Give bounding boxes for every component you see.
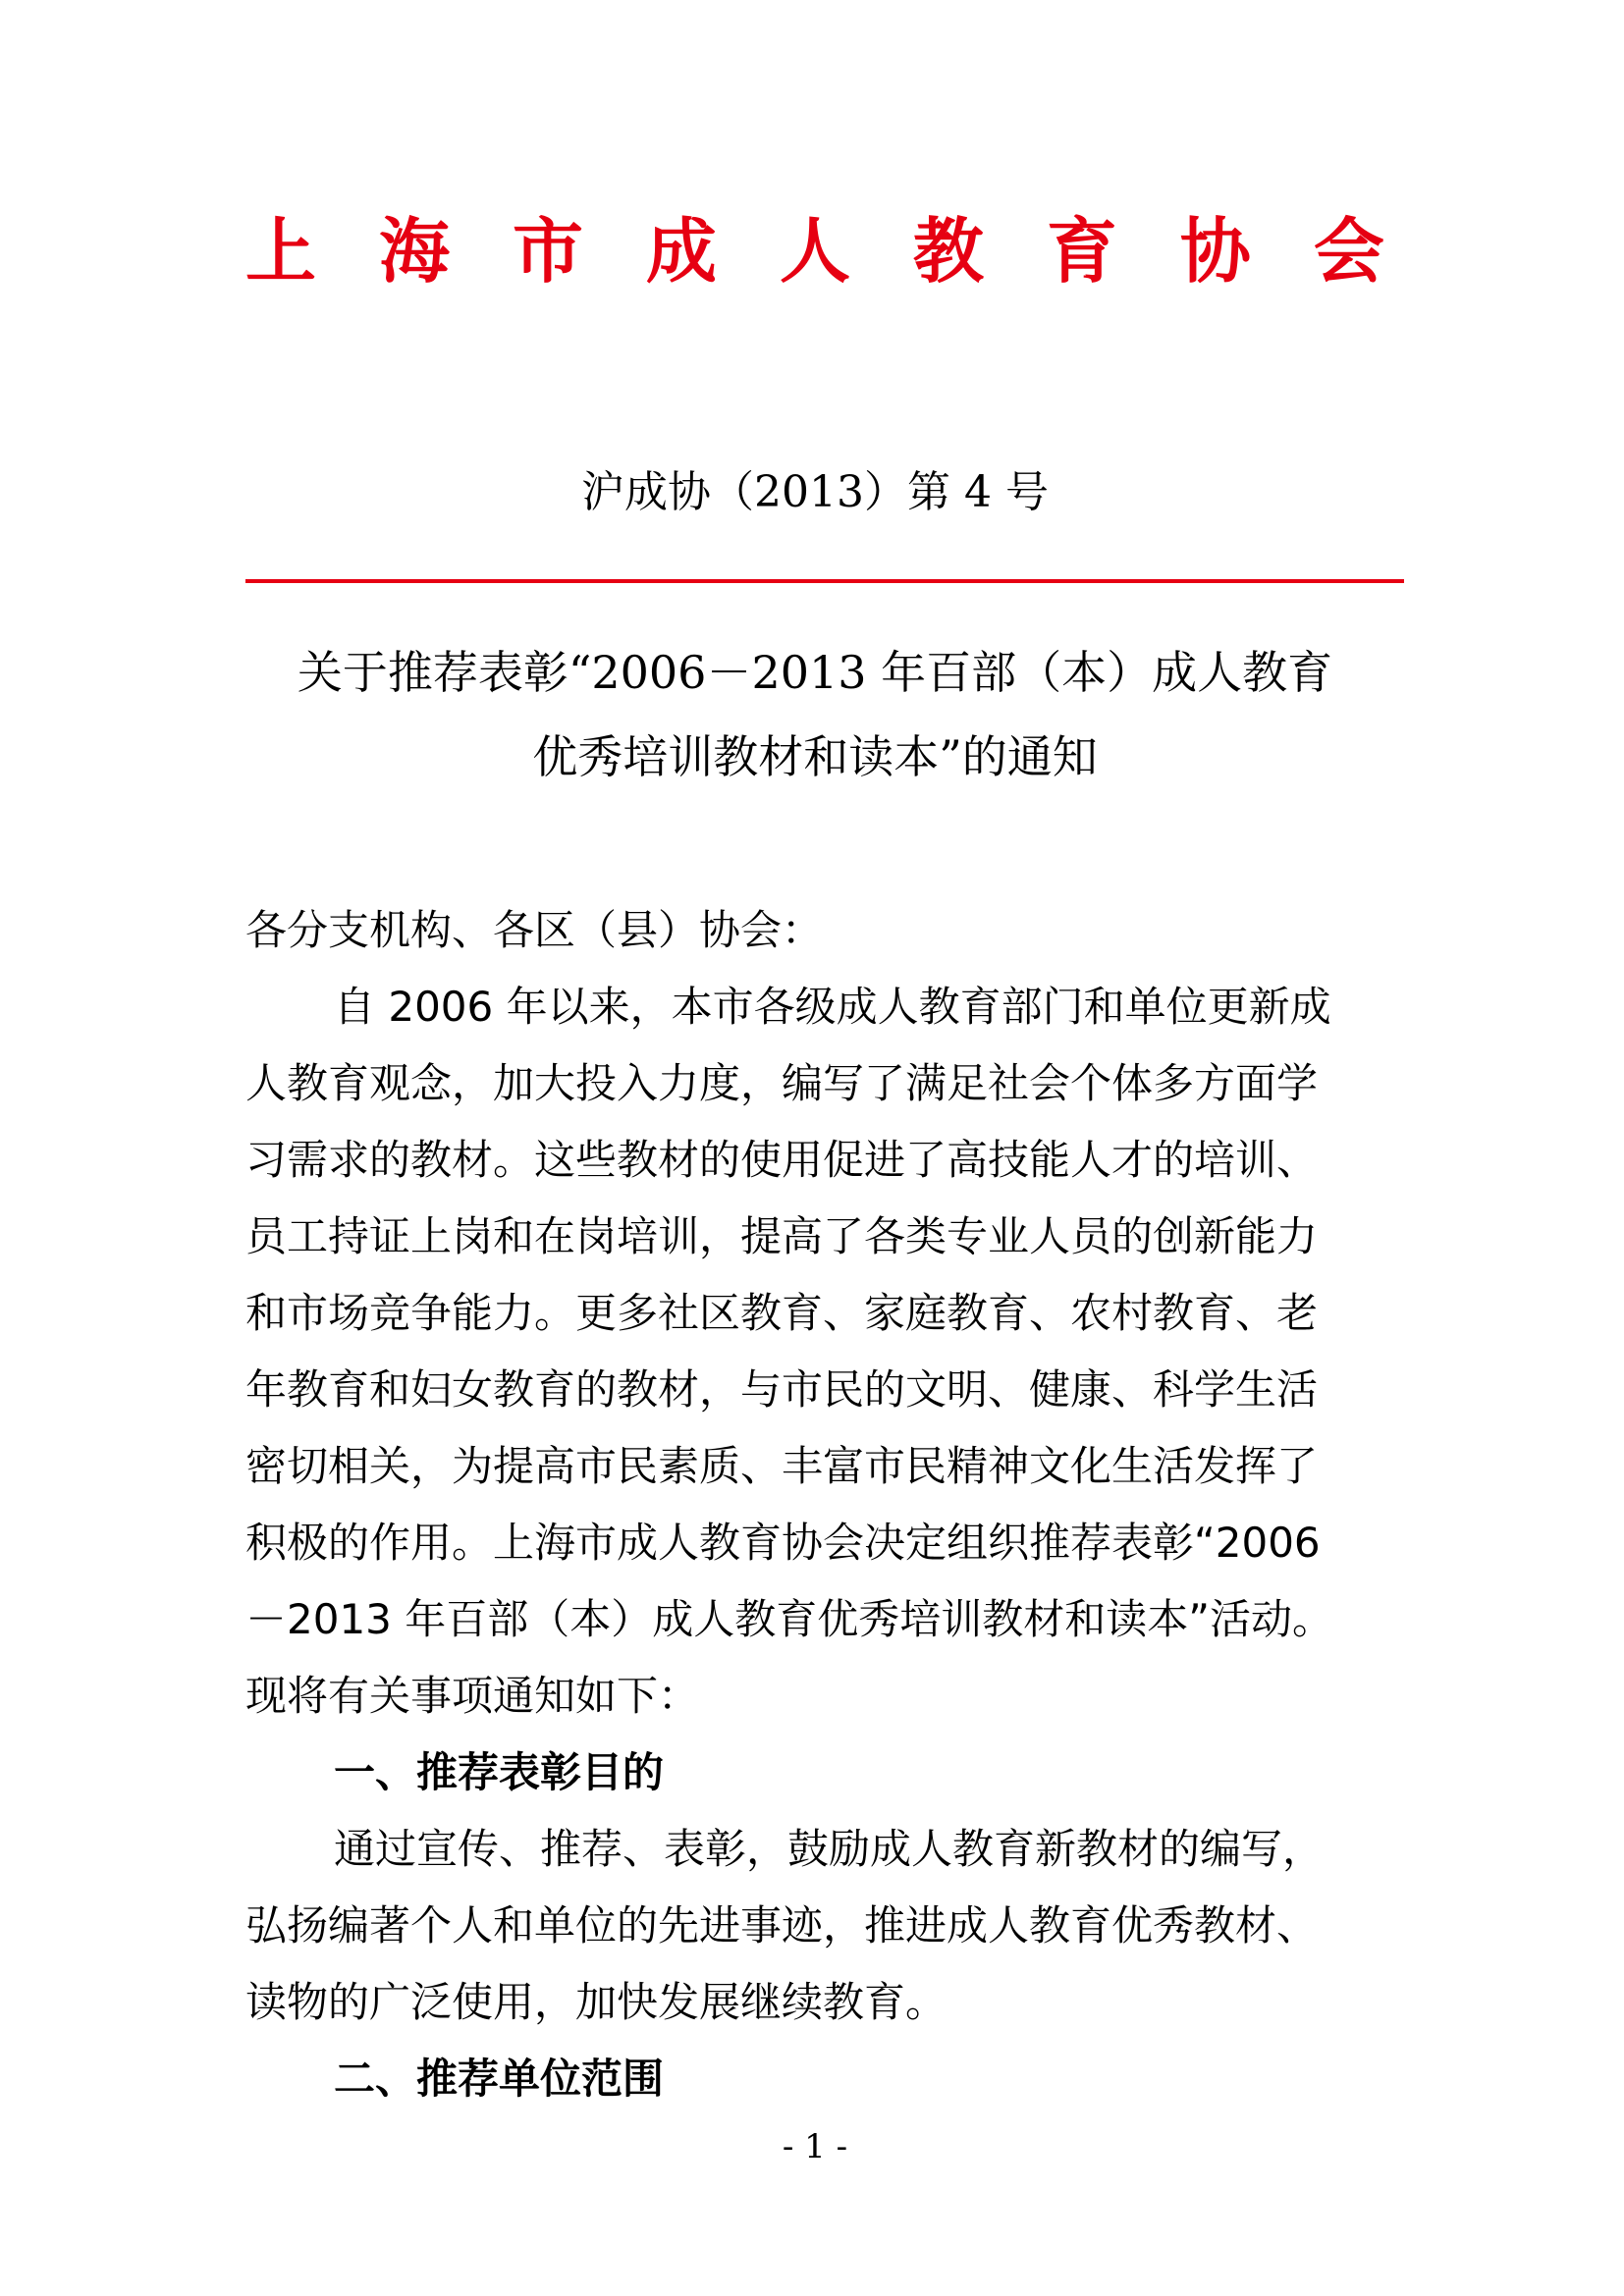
org-header-char: 成: [645, 209, 717, 293]
org-header-char: 育: [1046, 209, 1117, 293]
paragraph-line: 年教育和妇女教育的教材，与市民的文明、健康、科学生活: [245, 1365, 1319, 1414]
organization-header: [245, 196, 1384, 294]
title-line-2: 优秀培训教材和读本”的通知: [532, 730, 1098, 783]
paragraph-line: 员工持证上岗和在岗培训，提高了各类专业人员的创新能力: [245, 1212, 1319, 1260]
notice-title: [245, 630, 1384, 799]
org-header-char: 市: [512, 209, 583, 293]
header-divider: [245, 579, 1404, 583]
title-line-1: 关于推荐表彰“2006－2013 年百部（本）成人教育: [297, 646, 1333, 699]
org-header-char: 海: [378, 209, 450, 293]
org-header-char: 教: [912, 209, 984, 293]
paragraph-line: 密切相关，为提高市民素质、丰富市民精神文化生活发挥了: [245, 1442, 1319, 1490]
org-header-char: 上: [245, 209, 317, 293]
paragraph-line: 积极的作用。上海市成人教育协会决定组织推荐表彰“2006: [245, 1519, 1321, 1567]
notice-body: [245, 892, 1389, 2117]
paragraph-line: 和市场竞争能力。更多社区教育、家庭教育、农村教育、老: [245, 1289, 1319, 1337]
org-header-char: 人: [779, 209, 850, 293]
page-number: - 1 -: [782, 2127, 848, 2166]
salutation: 各分支机构、各区（县）协会：: [245, 906, 824, 954]
paragraph-line: 人教育观念，加大投入力度，编写了满足社会个体多方面学: [245, 1059, 1319, 1107]
document-number: 沪成协（2013）第 4 号: [581, 467, 1049, 517]
org-header-char: 会: [1313, 209, 1384, 293]
section-heading-scope: 二、推荐单位范围: [334, 2055, 665, 2103]
org-header-char: 协: [1179, 209, 1251, 293]
section-line: 弘扬编著个人和单位的先进事迹，推进成人教育优秀教材、: [245, 1901, 1319, 1949]
paragraph-line: 现将有关事项通知如下：: [245, 1672, 700, 1720]
section-line: 通过宣传、推荐、表彰，鼓励成人教育新教材的编写，: [334, 1825, 1325, 1873]
section-heading-purpose: 一、推荐表彰目的: [334, 1748, 665, 1796]
section-line: 读物的广泛使用，加快发展继续教育。: [245, 1978, 947, 2026]
paragraph-line: 习需求的教材。这些教材的使用促进了高技能人才的培训、: [245, 1136, 1319, 1184]
paragraph-line: 自 2006 年以来，本市各级成人教育部门和单位更新成: [334, 983, 1331, 1031]
paragraph-line: －2013 年百部（本）成人教育优秀培训教材和读本”活动。: [245, 1595, 1333, 1643]
